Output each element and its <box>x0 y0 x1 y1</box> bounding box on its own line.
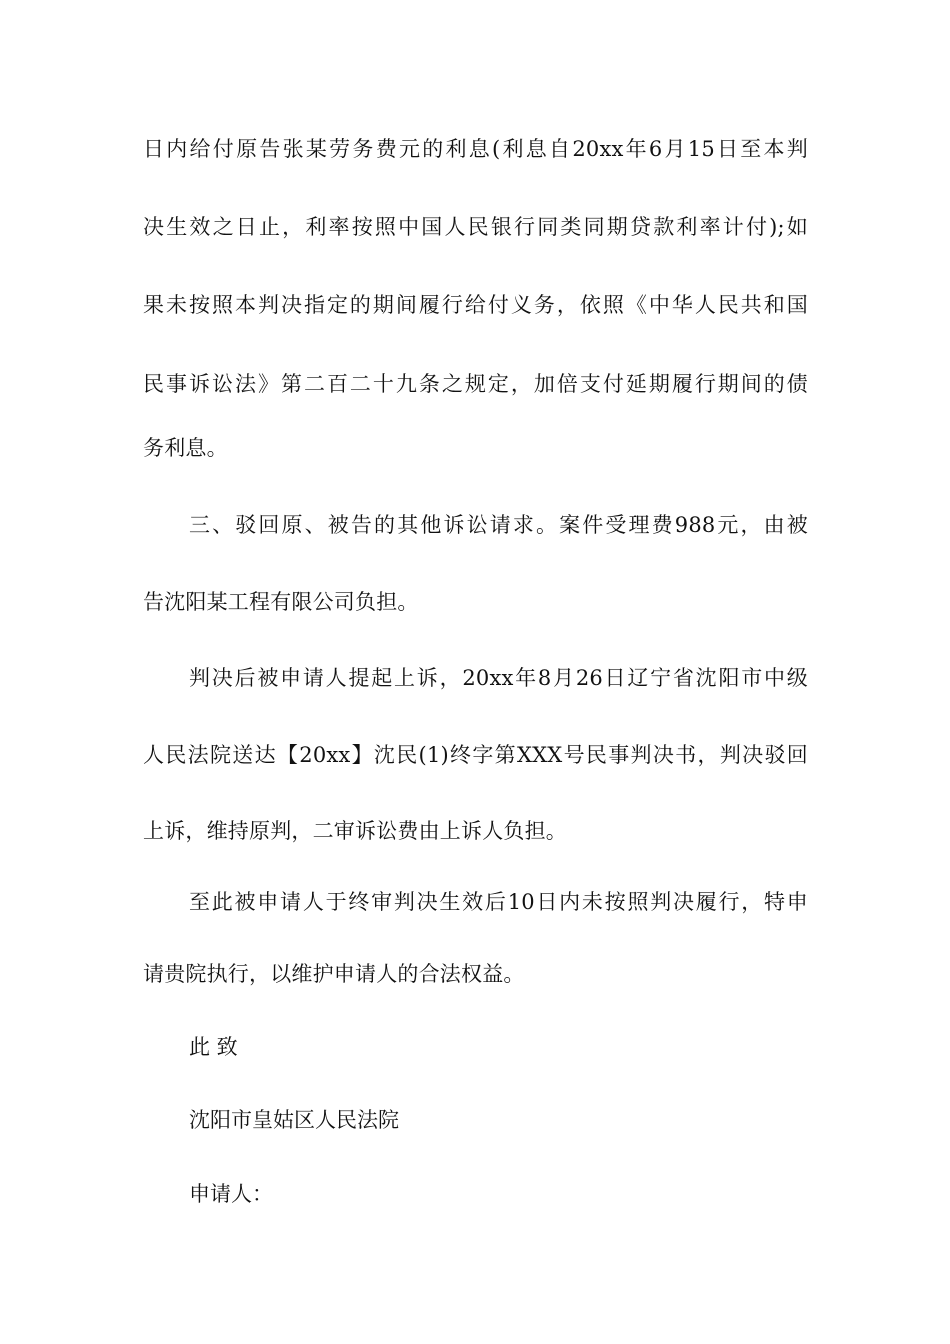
paragraph-line: 至此被申请人于终审判决生效后10日内未按照判决履行，特申 <box>189 890 808 914</box>
paragraph-line: 人民法院送达【20xx】沈民(1)终字第XXX号民事判决书，判决驳回 <box>143 743 808 767</box>
applicant-label: 申请人： <box>189 1182 273 1206</box>
paragraph-line: 民事诉讼法》第二百二十九条之规定，加倍支付延期履行期间的债 <box>143 372 808 396</box>
court-name: 沈阳市皇姑区人民法院 <box>189 1108 399 1132</box>
paragraph-line: 务利息。 <box>143 436 228 460</box>
paragraph-line: 日内给付原告张某劳务费元的利息(利息自20xx年6月15日至本判 <box>143 137 808 161</box>
paragraph-line: 告沈阳某工程有限公司负担。 <box>143 590 419 614</box>
paragraph-line: 果未按照本判决指定的期间履行给付义务，依照《中华人民共和国 <box>143 293 808 317</box>
salutation: 此 致 <box>189 1035 238 1059</box>
paragraph-line: 三、驳回原、被告的其他诉讼请求。案件受理费988元，由被 <box>189 513 808 537</box>
paragraph-line: 决生效之日止，利率按照中国人民银行同类同期贷款利率计付);如 <box>143 215 808 239</box>
paragraph-line: 判决后被申请人提起上诉，20xx年8月26日辽宁省沈阳市中级 <box>189 666 808 690</box>
paragraph-line: 请贵院执行，以维护申请人的合法权益。 <box>143 962 525 986</box>
paragraph-line: 上诉，维持原判，二审诉讼费由上诉人负担。 <box>143 819 567 843</box>
